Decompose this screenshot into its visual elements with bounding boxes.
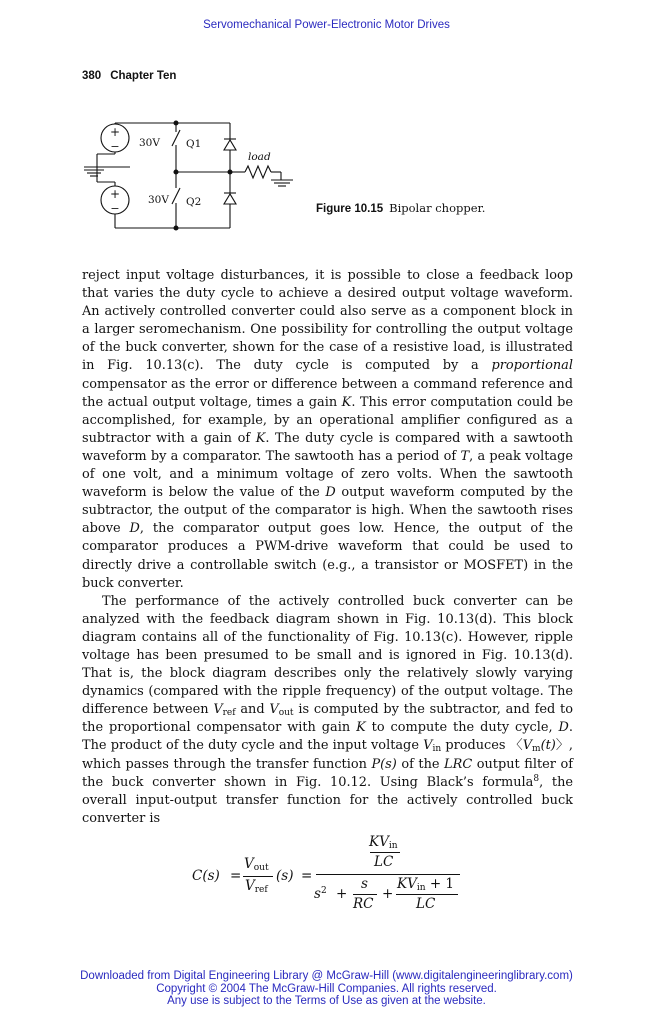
eq-fraction-bar-2 <box>370 852 400 853</box>
figure-label: Figure 10.15 <box>316 203 384 215</box>
switch-2-label: Q2 <box>186 196 202 208</box>
eq-vref: $V_{ref}$ <box>245 878 268 895</box>
eq-lhs: C(s) <box>192 868 220 884</box>
eq-fraction-bar-4 <box>396 894 458 895</box>
eq-lc-top: LC <box>374 854 394 870</box>
paragraph-1: reject input voltage disturbances, it is possible to close a feedback loop that varies the duty cycle to achieve a desired output voltage waveform. An actively controlled converter could also serve as a component block in a larger seromechanism. One possibility for controlling the output voltage of the buck converter, shown for the case of a resistive load, is illustrated in Fig. 10.13(c). The duty cycle is computed by a proportional compensator as the error or difference between a command reference and the actual output voltage, times a gain K. This error computation could be accomplished, for example, by an operational amplifier configured as a subtractor with a gain of K. The duty cycle is compared with a sawtooth waveform by a comparator. The sawtooth has a period of T, a peak voltage of one volt, and a minimum voltage of zero volts. When the sawtooth waveform is below the value of the D output waveform computed by the subtractor, the output of the comparator is high. When the sawtooth rises above D, the comparator output goes low. Hence, the output of the comparator produces a PWM-drive waveform that could be used to directly drive a controllable switch (e.g., a transistor or MOSFET) in the buck converter. <box>82 268 573 591</box>
switch-1-label: Q1 <box>186 138 202 150</box>
eq-kvin: $KV_{in}$ <box>369 834 398 851</box>
plus-sign-bottom: + <box>109 187 121 201</box>
eq-plus-1: + <box>336 886 348 902</box>
chapter-title: Chapter Ten <box>110 70 177 82</box>
eq-vout: $V_{out}$ <box>244 856 269 873</box>
minus-sign-bottom: − <box>110 202 120 215</box>
load-resistor <box>245 166 271 178</box>
eq-main-fraction-bar <box>316 874 460 875</box>
switch-q2 <box>172 188 180 204</box>
eq-s: s <box>361 876 368 892</box>
switch-q1 <box>172 130 180 146</box>
bipolar-chopper-figure <box>82 110 302 235</box>
page-number: 380 <box>82 70 102 82</box>
download-footer <box>0 970 653 1008</box>
eq-fraction-bar-3 <box>353 894 377 895</box>
eq-s-squared: $s^2$ <box>314 886 327 902</box>
transfer-function-equation <box>190 832 470 922</box>
footer-line-1: Downloaded from Digital Engineering Library @ McGraw-Hill (www.digitalengineeringlibrary.com) <box>80 970 573 982</box>
minus-sign-top: − <box>110 140 120 153</box>
page-heading <box>82 70 185 82</box>
eq-equals-2: = <box>301 868 313 884</box>
eq-rc: RC <box>353 896 374 912</box>
footer-line-3: Any use is subject to the Terms of Use as given at the website. <box>167 995 486 1007</box>
footer-line-2: Copyright © 2004 The McGraw-Hill Companies. All rights reserved. <box>156 982 497 995</box>
eq-lc-bottom: LC <box>416 896 436 912</box>
load-label: load <box>248 151 271 163</box>
diode-top <box>224 140 236 150</box>
figure-caption-text: Bipolar chopper. <box>389 201 486 215</box>
diode-bottom <box>224 194 236 204</box>
eq-fraction-bar-1 <box>243 876 273 877</box>
paragraph-2: The performance of the actively controlled buck converter can be analyzed with the feedback diagram shown in Fig. 10.13(d). This block diagram contains all of the functionality of Fig. 10.13(c). However, ripple voltage has been presumed to be small and is ignored in Fig. 10.13(d). That is, the block diagram describes only the relatively slowly varying dynamics (compared with the ripple frequency) of the output voltage. The difference between $V_{ref}$ and $V_{out}$ is computed by the subtractor, and fed to the proportional compensator with gain K to compute the duty cycle, D. The product of the duty cycle and the input voltage $V_{in}$ produces 〈$V_m(t)$〉, which passes through the transfer function P(s) of the LRC output filter of the buck converter shown in Fig. 10.12. Using Black’s formula$^8$, the overall input-output transfer function for the actively controlled buck converter is <box>82 593 573 826</box>
eq-kvin-plus-1: $KV_{in} + 1$ <box>397 876 455 893</box>
source-2-label: 30V <box>148 194 169 206</box>
body-text <box>82 267 573 828</box>
source-1-label: 30V <box>139 137 160 149</box>
eq-arg: (s) <box>276 868 294 884</box>
eq-equals-1: = <box>230 868 242 884</box>
running-header: Servomechanical Power-Electronic Motor Drives <box>203 19 450 31</box>
figure-caption <box>316 201 485 215</box>
plus-sign-top: + <box>109 125 121 139</box>
eq-plus-2: + <box>382 886 394 902</box>
